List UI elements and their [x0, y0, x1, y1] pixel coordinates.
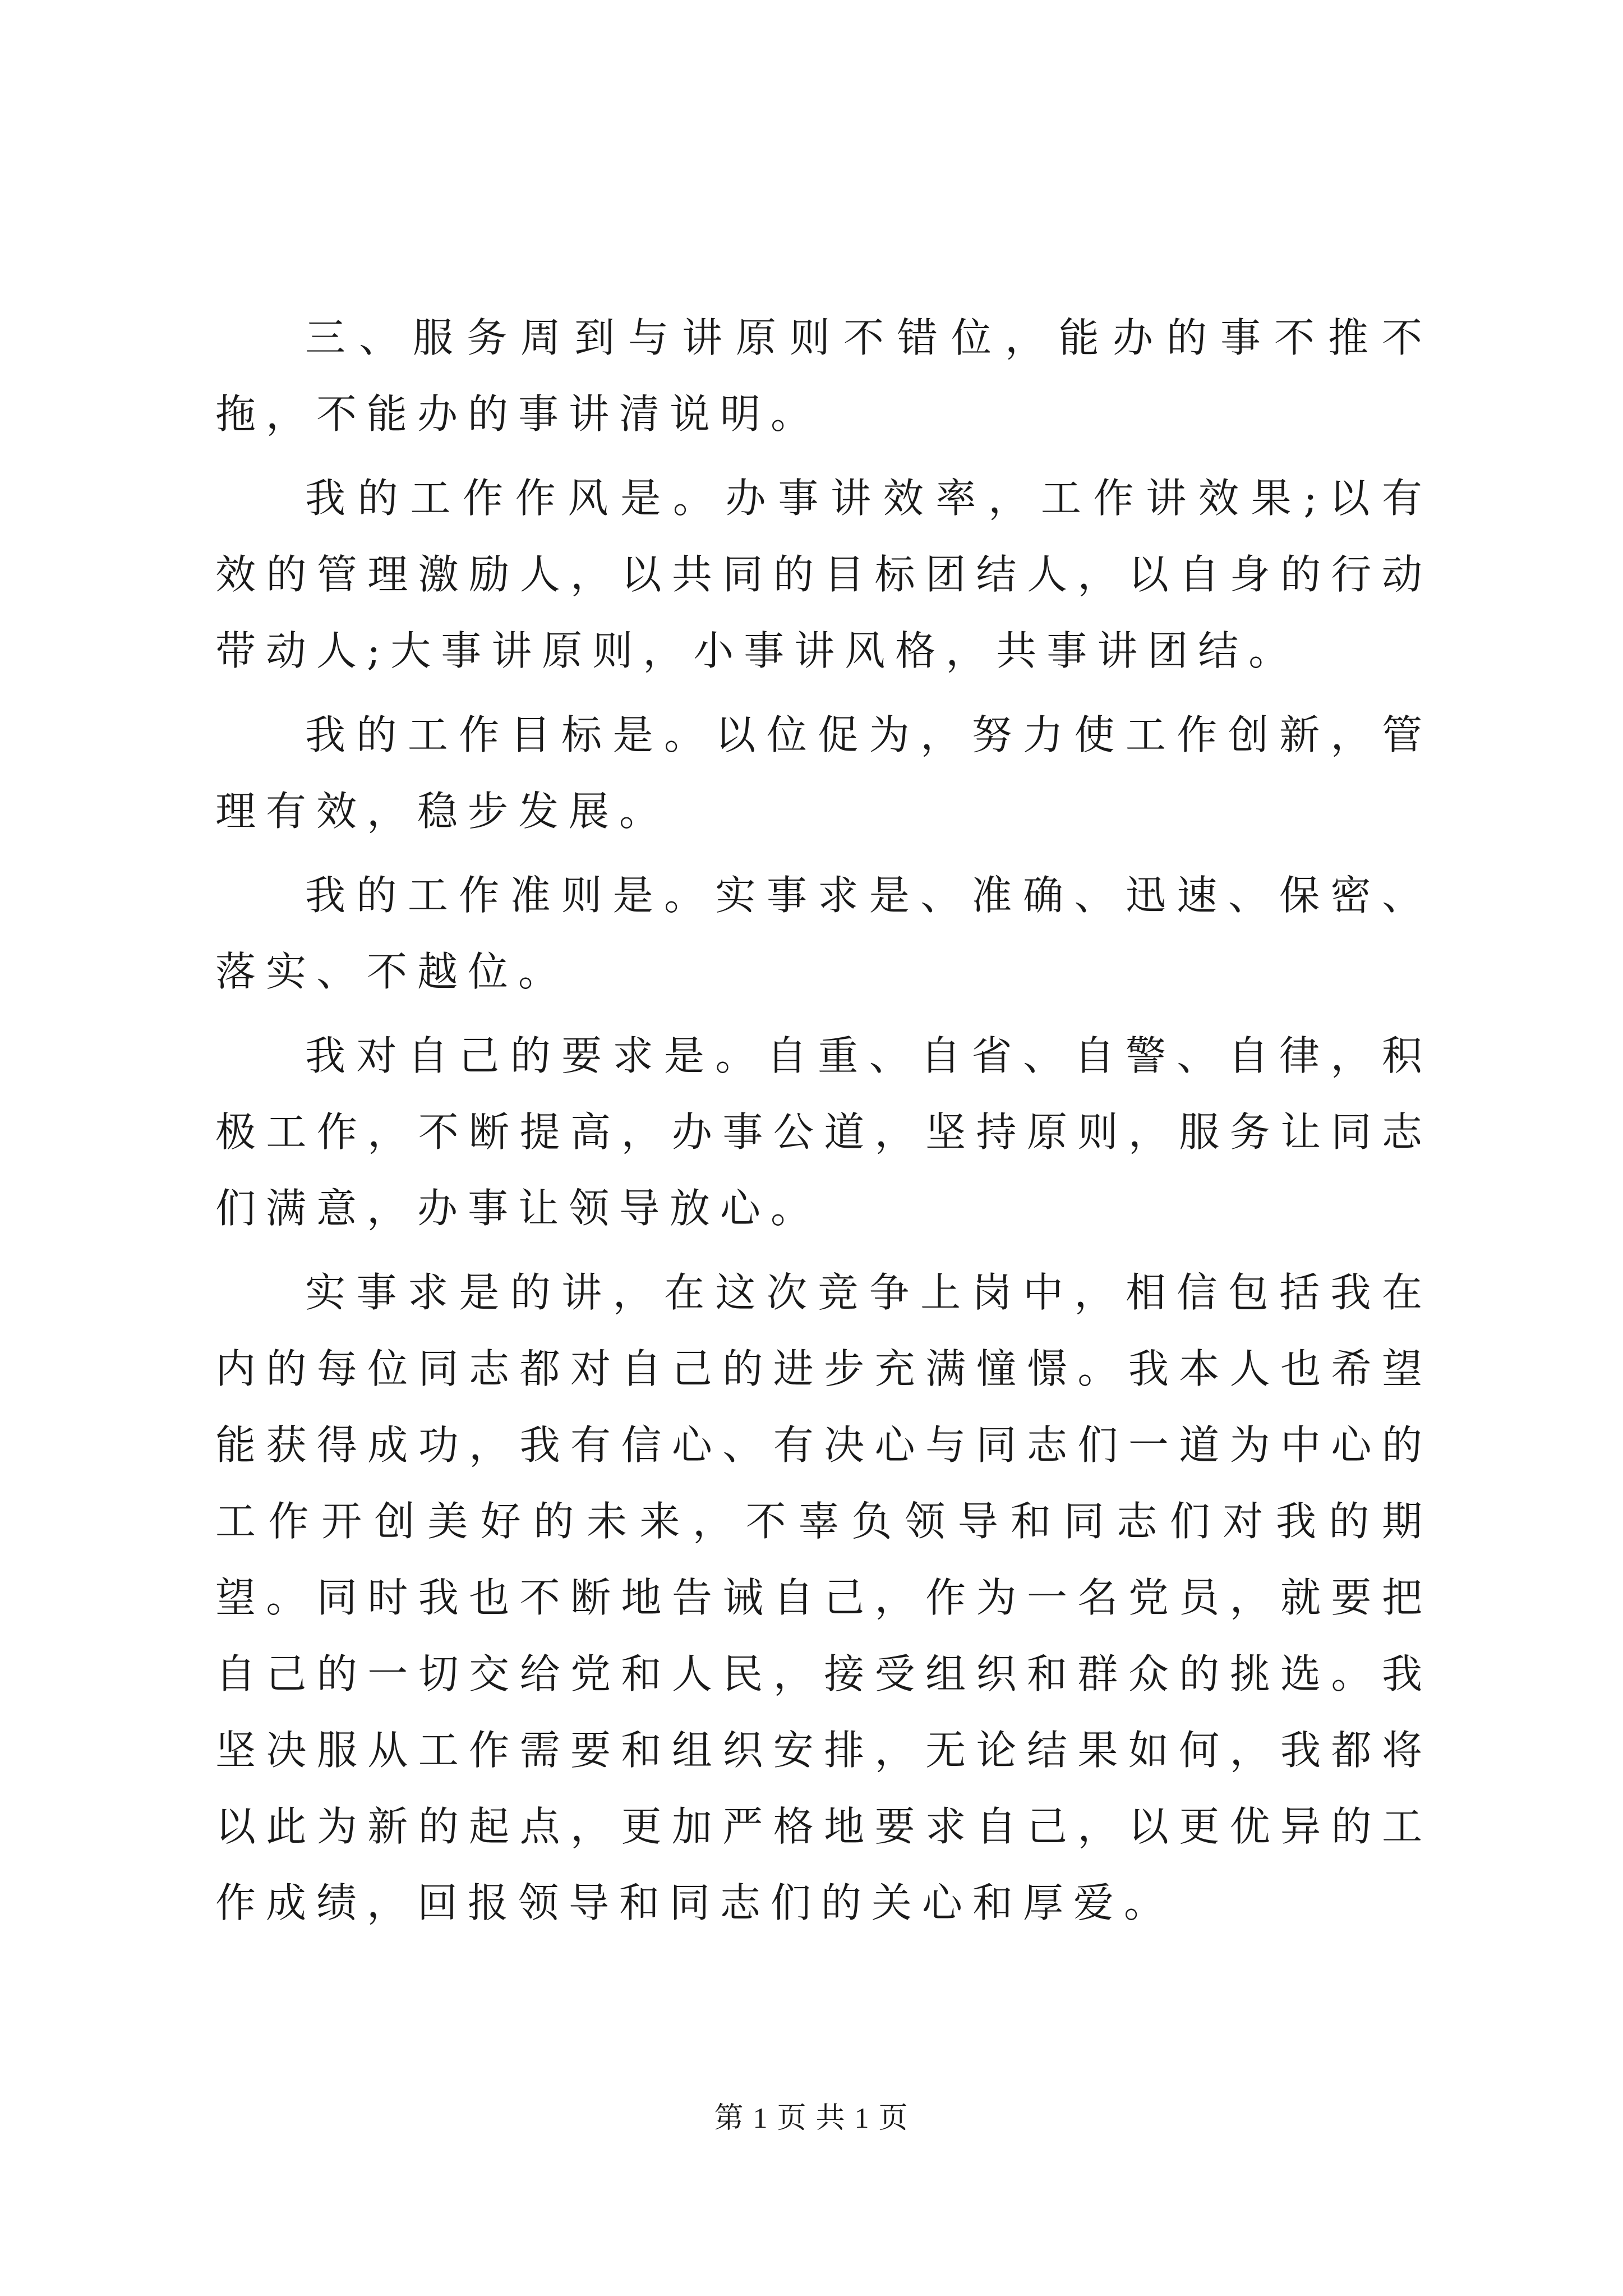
document-body: [215, 300, 1432, 1949]
paragraph-closing-statement: 实事求是的讲，在这次竞争上岗中，相信包括我在内的每位同志都对自己的进步充满憧憬。我本人也希望能获得成功，我有信心、有决心与同志们一道为中心的工作开创美好的未来，不辜负领导和同志们对我的期望。同时我也不断地告诫自己，作为一名党员，就要把自己的一切交给党和人民，接受组织和群众的挑选。我坚决服从工作需要和组织安排，无论结果如何，我都将以此为新的起点，更加严格地要求自己，以更优异的工作成绩，回报领导和同志们的关心和厚爱。: [215, 1269, 1432, 1926]
paragraph-work-rules: 我的工作准则是。实事求是、准确、迅速、保密、落实、不越位。: [215, 872, 1432, 995]
paragraph-service-principle: 三、服务周到与讲原则不错位，能办的事不推不拖，不能办的事讲清说明。: [215, 314, 1432, 438]
paragraph-work-goal: 我的工作目标是。以位促为，努力使工作创新，管理有效，稳步发展。: [215, 711, 1432, 835]
paragraph-work-style: 我的工作作风是。办事讲效率，工作讲效果;以有效的管理激励人，以共同的目标团结人，以自身的行动带动人;大事讲原则，小事讲风格，共事讲团结。: [215, 475, 1432, 674]
page-number-footer: 第 1 页 共 1 页: [714, 2102, 909, 2134]
paragraph-self-requirements: 我对自己的要求是。自重、自省、自警、自律，积极工作，不断提高，办事公道，坚持原则，服务让同志们满意，办事让领导放心。: [215, 1032, 1432, 1232]
